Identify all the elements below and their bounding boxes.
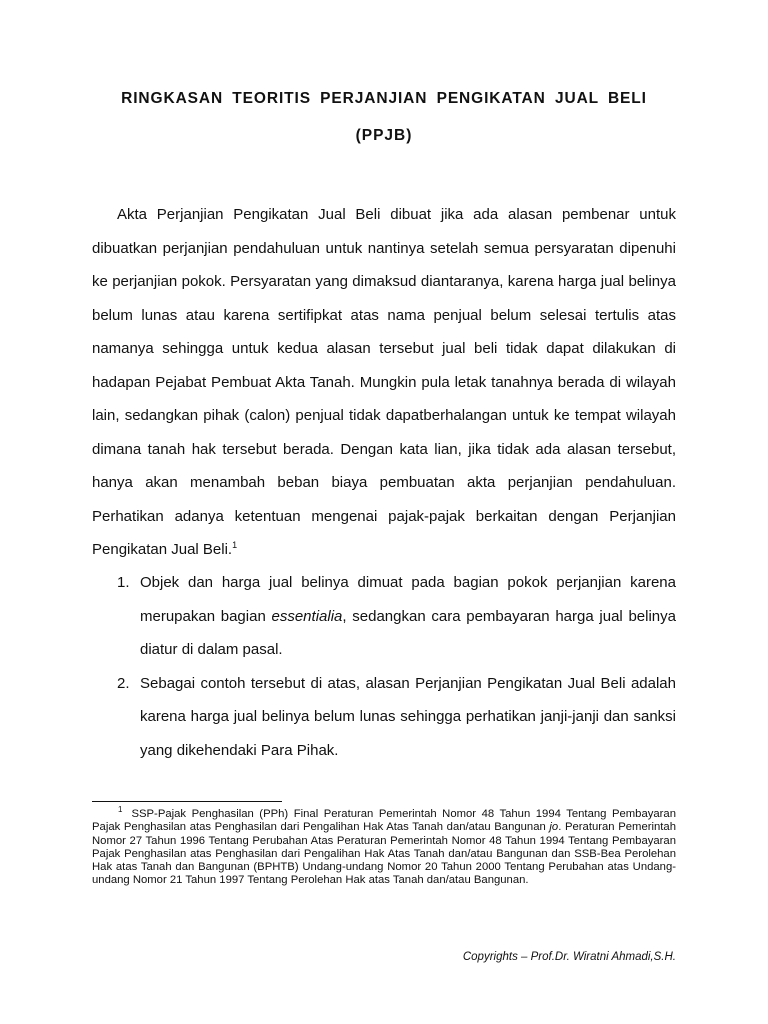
numbered-list [92, 566, 676, 767]
list-item-text: Objek dan harga jual belinya dimuat pada bagian pokok perjanjian karena merupakan bagian [140, 574, 676, 625]
copyright-notice: Copyrights – Prof.Dr. Wiratni Ahmadi,S.H. [462, 951, 676, 963]
footnote-separator [92, 801, 282, 802]
footnote-italic-term: jo [549, 821, 559, 834]
footnote-mark: 1 [118, 805, 123, 815]
list-item-text-continued: , sedangkan cara pembayaran harga jual belinya diatur di dalam pasal. [140, 607, 676, 658]
list-item-italic-term: essentialia [271, 607, 343, 625]
document-title: RINGKASAN TEORITIS PERJANJIAN PENGIKATAN JUAL BELI [121, 90, 647, 107]
footnote [92, 805, 676, 888]
list-item-number: 1. [117, 574, 130, 591]
document-subtitle: (PPJB) [355, 127, 413, 144]
list-item [92, 566, 676, 667]
footnote-text-continued: . Peraturan Pemerintah Nomor 27 Tahun 1996 Tentang Perubahan Atas Peraturan Pemerintah Nomor 48 Tahun 1994 Tentang Pembayaran Pajak Penghasilan atas Penghasilan dari Pengalihan Hak Atas Tanah dan/atau Bangunan dan SSB-Bea Perolehan Hak atas Tanah dan Bangunan (BPHTB) Undang-undang Nomor 20 Tahun 2000 Tentang Perubahan atas Undang-undang Nomor 21 Tahun 1997 Tentang Perolehan Hak atas Tanah dan/atau Bangunan. [92, 821, 676, 887]
list-item-number: 2. [117, 674, 130, 692]
paragraph-text: Akta Perjanjian Pengikatan Jual Beli dibuat jika ada alasan pembenar untuk dibuatkan perjanjian pendahuluan untuk nantinya setelah semua persyaratan dipenuhi ke perjanjian pokok. Persyaratan yang dimaksud diantaranya, karena harga jual belinya belum lunas atau karena sertifipkat atas nama penjual belum selesai tertulis atas namanya sehingga untuk kedua alasan tersebut jual beli tidak dapat dilakukan di hadapan Pejabat Pembuat Akta Tanah. Mungkin pula letak tanahnya berada di wilayah lain, sedangkan pihak (calon) penjual tidak dapatberhalangan untuk ke tempat wilayah dimana tanah hak tersebut berada. Dengan kata lian, jika tidak ada alasan tersebut, hanya akan menambah beban biaya pembuatan akta perjanjian pendahuluan. Perhatikan adanya ketentuan mengenai pajak-pajak berkaitan dengan Perjanjian Pengikatan Jual Beli. [92, 206, 676, 558]
footnote-reference[interactable]: 1 [232, 540, 238, 550]
list-item [92, 667, 676, 768]
list-item-text: Sebagai contoh tersebut di atas, alasan Perjanjian Pengikatan Jual Beli adalah karena harga jual belinya belum lunas sehingga perhatikan janji-janji dan sanksi yang dikehendaki Para Pihak. [140, 674, 676, 759]
footnote-text: SSP-Pajak Penghasilan (PPh) Final Peraturan Pemerintah Nomor 48 Tahun 1994 Tentang Pembayaran Pajak Penghasilan atas Penghasilan dari Pengalihan Hak Atas Tanah dan/atau Bangunan [92, 808, 676, 834]
body-paragraph [92, 198, 676, 567]
